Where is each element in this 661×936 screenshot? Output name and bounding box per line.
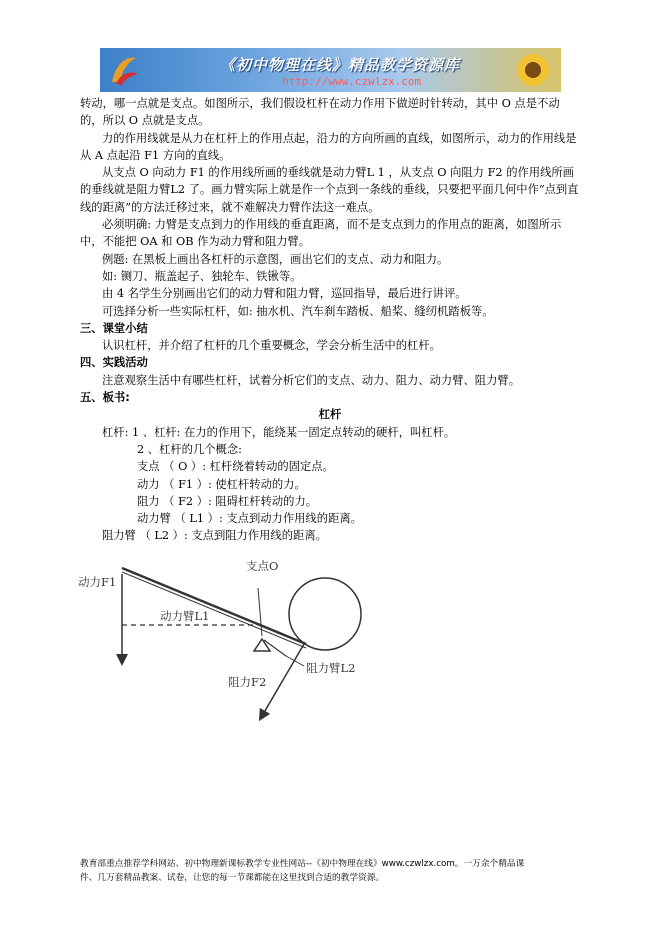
sunflower-icon <box>513 50 553 90</box>
paragraph: 力的作用线就是从力在杠杆上的作用点起，沿力的方向所画的直线，如图所示，动力的作用线是从 A 点起沿 F1 方向的直线。 <box>80 131 577 162</box>
board-line: 2 、杠杆的几个概念: <box>137 442 242 456</box>
paragraph: 必须明确: 力臂是支点到力的作用线的垂直距离，而不是支点到力的作用点的距离，如图所示中，不能把 OA 和 OB 作为动力臂和阻力臂。 <box>80 218 562 249</box>
lever-bar-edge <box>122 572 306 648</box>
footer-line: 教育部重点推荐学科网站、初中物理新课标教学专业性网站--《初中物理在线》www.czwlzx.com。一万余个精品课 <box>80 859 525 869</box>
label-fulcrum: 支点O <box>246 559 279 573</box>
board-line: 杠杆: 1 、杠杆: 在力的作用下，能绕某一固定点转动的硬杆，叫杠杆。 <box>102 425 456 439</box>
site-logo-icon <box>106 52 142 88</box>
paragraph: 注意观察生活中有哪些杠杆，试着分析它们的支点、动力、阻力、动力臂、阻力臂。 <box>102 373 520 387</box>
board-line: 动力 （ F1 ）: 使杠杆转动的力。 <box>137 477 306 491</box>
lever-diagram <box>78 548 378 723</box>
label-f1: 动力F1 <box>78 575 117 589</box>
board-title: 杠杆 <box>318 408 342 422</box>
force-f2-arrow <box>262 644 304 716</box>
paragraph: 转动，哪一点就是支点。如图所示，我们假设杠杆在动力作用下做逆时针转动，其中 O 点是不动的，所以 O 点就是支点。 <box>80 97 560 128</box>
fulcrum-triangle <box>254 639 270 651</box>
section-heading: 三、课堂小结 <box>80 321 148 335</box>
section-heading: 五、板书: <box>80 391 130 405</box>
page-footer <box>80 857 580 885</box>
banner-title: 《初中物理在线》精品教学资源库 <box>220 56 461 74</box>
board-line: 支点 （ O ）: 杠杆绕着转动的固定点。 <box>137 460 334 474</box>
footer-line: 件、几万套精品教案、试卷，让您的每一节课都能在这里找到合适的教学资源。 <box>80 873 385 883</box>
paragraph: 从支点 O 向动力 F1 的作用线所画的垂线就是动力臂L 1 ，从支点 O 向阻力 F2 的作用线所画的垂线就是阻力臂L2 了。画力臂实际上就是作一个点到一条线的垂线，只要把平面几何中作“点到直线的距离”的方法迁移过来，就不难解决力臂作法这一难点。 <box>80 166 579 214</box>
header-banner <box>100 48 561 92</box>
board-line: 动力臂 （ L1 ）: 支点到动力作用线的距离。 <box>137 512 362 526</box>
label-l2: 阻力臂L2 <box>306 661 356 675</box>
board-line: 阻力 （ F2 ）: 阻碍杠杆转动的力。 <box>137 494 318 508</box>
document-body <box>80 95 580 545</box>
section-heading: 四、实践活动 <box>80 356 148 370</box>
lever-bar <box>122 568 306 644</box>
paragraph: 认识杠杆，并介绍了杠杆的几个重要概念，学会分析生活中的杠杆。 <box>102 339 441 353</box>
arm-l2-pointer <box>286 656 304 666</box>
paragraph: 由 4 名学生分别画出它们的动力臂和阻力臂，巡回指导，最后进行讲评。 <box>102 287 467 301</box>
paragraph: 例题: 在黑板上画出各杠杆的示意图，画出它们的支点、动力和阻力。 <box>102 252 449 266</box>
label-l1: 动力臂L1 <box>160 609 210 623</box>
load-circle <box>289 578 361 650</box>
banner-url[interactable]: http://www.czwlzx.com <box>282 75 422 88</box>
paragraph: 可选择分析一些实际杠杆，如: 抽水机、汽车刹车踏板、船桨、缝纫机踏板等。 <box>102 304 494 318</box>
board-line: 阻力臂 （ L2 ）: 支点到阻力作用线的距离。 <box>102 529 327 543</box>
label-f2: 阻力F2 <box>228 675 267 689</box>
paragraph: 如: 铡刀、瓶盖起子、独轮车、铁锹等。 <box>102 269 302 283</box>
